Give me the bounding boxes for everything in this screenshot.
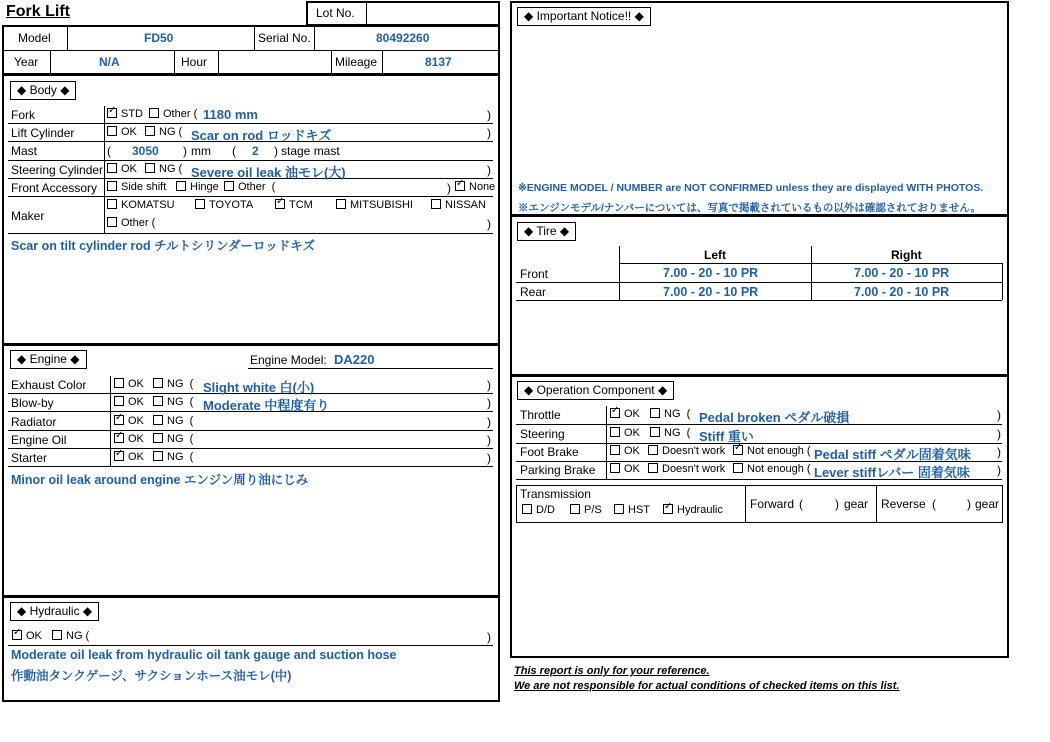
engine-row-close-paren: ): [487, 378, 491, 392]
mileage-label: Mileage: [335, 55, 378, 69]
mast-mm-unit: mm: [191, 144, 211, 158]
fork-value: 1180 mm: [203, 107, 258, 122]
trans-hst-option[interactable]: HST: [614, 504, 650, 516]
maker-komatsu-checkbox[interactable]: [107, 199, 117, 209]
trans-hydraulic-checkbox[interactable]: [663, 504, 673, 514]
engine-row-ok-checkbox[interactable]: [114, 378, 124, 388]
fork-std-option[interactable]: ✓ STD: [107, 108, 143, 120]
steering-cylinder-value: Severe oil leak 油モレ(大): [191, 165, 346, 180]
engine-row-ok-checkbox[interactable]: [114, 433, 124, 443]
throttle-ng-option[interactable]: NG (: [650, 408, 690, 420]
ok-text: OK: [128, 433, 144, 445]
year-label: Year: [14, 55, 39, 69]
footer-line2: We are not responsible for actual conditions of checked items on this list.: [514, 680, 900, 692]
tire-section-title: ◆ Tire ◆: [517, 222, 576, 241]
foot-ok-checkbox[interactable]: [610, 445, 620, 455]
engine-row-close-paren: ): [487, 433, 491, 447]
steering-ok-checkbox[interactable]: [610, 427, 620, 437]
front-none-checkbox[interactable]: [455, 181, 465, 191]
ng-text: NG: [167, 451, 184, 463]
notice-line2: ※エンジンモデル/ナンバーについては、写真で掲載されているもの以外は確認されておりません。: [518, 202, 982, 214]
hydraulic-note-line2: 作動油タンクゲージ、サクションホース油モレ(中): [11, 669, 292, 683]
throttle-ok-checkbox[interactable]: [610, 408, 620, 418]
ng-text: NG: [167, 415, 184, 427]
lift-ok-checkbox[interactable]: [107, 126, 117, 136]
engine-row-ng-checkbox[interactable]: [153, 378, 163, 388]
serial-value: 80492260: [376, 31, 430, 45]
parking-ok-checkbox[interactable]: [610, 463, 620, 473]
maker-mitsubishi-option[interactable]: MITSUBISHI: [336, 199, 413, 211]
foot-not-enough-option[interactable]: ✓ Not enough (: [733, 445, 811, 457]
maker-nissan-checkbox[interactable]: [431, 199, 441, 209]
steering-label: Steering: [520, 427, 565, 441]
fork-label: Fork: [11, 108, 35, 122]
hydraulic-ng-checkbox[interactable]: [52, 630, 62, 640]
parking-doesnt-work-option[interactable]: Doesn't work: [648, 463, 725, 475]
trans-hst-checkbox[interactable]: [614, 504, 624, 514]
engine-row-ok-option[interactable]: [114, 378, 144, 390]
model-value: FD50: [144, 31, 174, 45]
throttle-value: Pedal broken ペダル破損: [699, 410, 850, 425]
steering-ok-option[interactable]: OK: [610, 427, 640, 439]
maker-other-checkbox[interactable]: [107, 217, 117, 227]
reverse-label: Reverse: [881, 497, 926, 511]
front-none-option[interactable]: ✓ None: [455, 181, 495, 193]
parking-doesnt-work-checkbox[interactable]: [648, 463, 658, 473]
hydraulic-ok-checkbox[interactable]: [12, 630, 22, 640]
body-note: Scar on tilt cylinder rod チルトシリンダーロッドキズ: [11, 239, 315, 253]
parking-not-enough-checkbox[interactable]: [733, 463, 743, 473]
ok-text: OK: [128, 378, 144, 390]
engine-section-title: ◆ Engine ◆: [10, 350, 87, 369]
engine-row-close-paren: ): [487, 415, 491, 429]
hydraulic-note-line1: Moderate oil leak from hydraulic oil tank gauge and suction hose: [11, 648, 397, 662]
lift-ng-option[interactable]: NG (: [145, 126, 182, 138]
notice-section-title: ◆ Important Notice!! ◆: [517, 7, 651, 26]
hinge-checkbox[interactable]: [176, 181, 186, 191]
engine-row-ng-checkbox[interactable]: [153, 433, 163, 443]
hydraulic-section-title: ◆ Hydraulic ◆: [10, 602, 99, 621]
foot-not-enough-checkbox[interactable]: [733, 445, 743, 455]
steer-ok-checkbox[interactable]: [107, 163, 117, 173]
body-section-title: ◆ Body ◆: [10, 81, 76, 100]
engine-row-label: Starter: [11, 451, 48, 465]
engine-row-close-paren: ): [487, 396, 491, 410]
engine-row-ng-option[interactable]: NG (: [153, 378, 193, 390]
engine-row-value: Slight white 白(小): [203, 380, 315, 395]
foot-doesnt-work-checkbox[interactable]: [648, 445, 658, 455]
mast-label: Mast: [11, 144, 38, 158]
hydraulic-ng-option[interactable]: NG (: [52, 630, 89, 642]
engine-row-label: Exhaust Color: [11, 378, 87, 392]
side-shift-option[interactable]: Side shift: [107, 181, 166, 193]
front-other-option[interactable]: Other (: [224, 181, 275, 193]
engine-row-ng-option[interactable]: NG (: [153, 433, 193, 445]
hinge-option[interactable]: Hinge: [176, 181, 219, 193]
parking-not-enough-option[interactable]: Not enough (: [733, 463, 811, 475]
engine-row-label: Engine Oil: [11, 433, 67, 447]
tire-front-right: 7.00 - 20 - 10 PR: [854, 266, 950, 280]
engine-row-ok-checkbox[interactable]: [114, 451, 124, 461]
maker-toyota-option[interactable]: TOYOTA: [195, 199, 253, 211]
maker-nissan-option[interactable]: NISSAN: [431, 199, 486, 211]
tire-front-label: Front: [520, 267, 549, 281]
trans-ps-option[interactable]: P/S: [570, 504, 602, 516]
lift-ng-checkbox[interactable]: [145, 126, 155, 136]
engine-row-label: Blow-by: [11, 396, 54, 410]
tire-rear-right: 7.00 - 20 - 10 PR: [854, 285, 950, 299]
engine-row-label: Radiator: [11, 415, 57, 429]
front-accessory-label: Front Accessory: [11, 181, 98, 195]
side-shift-checkbox[interactable]: [107, 181, 117, 191]
hydraulic-ok-option[interactable]: ✓OK: [12, 630, 42, 642]
mileage-value: 8137: [425, 55, 452, 69]
trans-dd-option[interactable]: D/D: [522, 504, 555, 516]
fork-std-checkbox[interactable]: [107, 108, 117, 118]
year-value: N/A: [99, 55, 120, 69]
ng-text: NG: [167, 396, 184, 408]
front-other-checkbox[interactable]: [224, 181, 234, 191]
engine-row-ng-checkbox[interactable]: [153, 396, 163, 406]
trans-dd-checkbox[interactable]: [522, 504, 532, 514]
lot-label: Lot No.: [316, 6, 355, 20]
throttle-label: Throttle: [520, 408, 561, 422]
maker-komatsu-option[interactable]: KOMATSU: [107, 199, 175, 211]
lift-ok-option[interactable]: OK: [107, 126, 137, 138]
steer-ng-option[interactable]: NG (: [145, 163, 182, 175]
forward-gear-label: gear: [844, 497, 869, 511]
reverse-gear-label: gear: [975, 497, 1000, 511]
engine-row-ng-checkbox[interactable]: [153, 451, 163, 461]
maker-tcm-option[interactable]: ✓ TCM: [275, 199, 313, 211]
engine-row-ok-option[interactable]: [114, 433, 144, 445]
steering-ng-option[interactable]: NG (: [650, 427, 690, 439]
engine-row-ng-checkbox[interactable]: [153, 415, 163, 425]
ok-text: OK: [128, 415, 144, 427]
steer-ng-checkbox[interactable]: [145, 163, 155, 173]
trans-hydraulic-option[interactable]: ✓ Hydraulic: [663, 504, 723, 516]
tire-front-left: 7.00 - 20 - 10 PR: [663, 266, 759, 280]
lift-cylinder-value: Scar on rod ロッドキズ: [191, 128, 332, 143]
maker-tcm-checkbox[interactable]: [275, 199, 285, 209]
operation-section-title: ◆ Operation Component ◆: [517, 381, 674, 400]
engine-row-value: Moderate 中程度有り: [203, 398, 330, 413]
parking-brake-value: Lever stiffレバー 固着気味: [814, 465, 970, 480]
engine-row-ng-option[interactable]: NG (: [153, 396, 193, 408]
foot-ok-option[interactable]: OK: [610, 445, 640, 457]
fork-other-option[interactable]: Other (: [149, 108, 197, 120]
engine-row-ng-option[interactable]: NG (: [153, 451, 193, 463]
foot-brake-value: Pedal stiff ペダル固着気味: [814, 447, 971, 462]
engine-note: Minor oil leak around engine エンジン周り油にじみ: [11, 473, 309, 487]
tire-right-header: Right: [891, 248, 922, 262]
mast-mm-value: 3050: [132, 144, 159, 158]
lift-cylinder-label: Lift Cylinder: [11, 126, 75, 140]
footer-line1: This report is only for your reference.: [514, 665, 710, 677]
ok-text: OK: [128, 451, 144, 463]
ok-text: OK: [128, 396, 144, 408]
parking-ok-option[interactable]: OK: [610, 463, 640, 475]
tire-rear-left: 7.00 - 20 - 10 PR: [663, 285, 759, 299]
mast-stage-text: stage mast: [281, 144, 340, 158]
throttle-ng-checkbox[interactable]: [650, 408, 660, 418]
fork-other-checkbox[interactable]: [149, 108, 159, 118]
engine-row-ok-checkbox[interactable]: [114, 396, 124, 406]
throttle-ok-option[interactable]: ✓ OK: [610, 408, 640, 420]
maker-mitsubishi-checkbox[interactable]: [336, 199, 346, 209]
notice-line1: ※ENGINE MODEL / NUMBER are NOT CONFIRMED unless they are displayed WITH PHOTOS.: [518, 182, 984, 194]
engine-row-ok-option[interactable]: [114, 451, 144, 463]
steer-ok-option[interactable]: OK: [107, 163, 137, 175]
tire-rear-label: Rear: [520, 285, 547, 299]
serial-label: Serial No.: [258, 31, 311, 45]
ng-text: NG: [167, 433, 184, 445]
maker-toyota-checkbox[interactable]: [195, 199, 205, 209]
engine-row-ok-option[interactable]: [114, 396, 144, 408]
maker-label: Maker: [11, 209, 45, 223]
engine-row-close-paren: ): [487, 451, 491, 465]
forward-label: Forward: [750, 497, 795, 511]
steering-ng-checkbox[interactable]: [650, 427, 660, 437]
hour-label: Hour: [181, 55, 208, 69]
steering-value: Stiff 重い: [699, 429, 754, 444]
model-label: Model: [18, 31, 51, 45]
foot-doesnt-work-option[interactable]: Doesn't work: [648, 445, 725, 457]
maker-other-option[interactable]: Other (: [107, 217, 155, 229]
engine-row-ok-checkbox[interactable]: [114, 415, 124, 425]
tire-left-header: Left: [704, 248, 726, 262]
parking-brake-label: Parking Brake: [520, 463, 596, 477]
ng-text: NG: [167, 378, 184, 390]
foot-brake-label: Foot Brake: [520, 445, 579, 459]
mast-stage-value: 2: [252, 144, 259, 158]
engine-model-label: Engine Model:: [250, 353, 327, 367]
engine-row-ok-option[interactable]: [114, 415, 144, 427]
engine-model-value: DA220: [334, 352, 375, 367]
transmission-label: Transmission: [520, 487, 591, 501]
engine-row-ng-option[interactable]: NG (: [153, 415, 193, 427]
page-title: Fork Lift: [6, 3, 70, 20]
trans-ps-checkbox[interactable]: [570, 504, 580, 514]
steering-cylinder-label: Steering Cylinder: [11, 163, 104, 177]
